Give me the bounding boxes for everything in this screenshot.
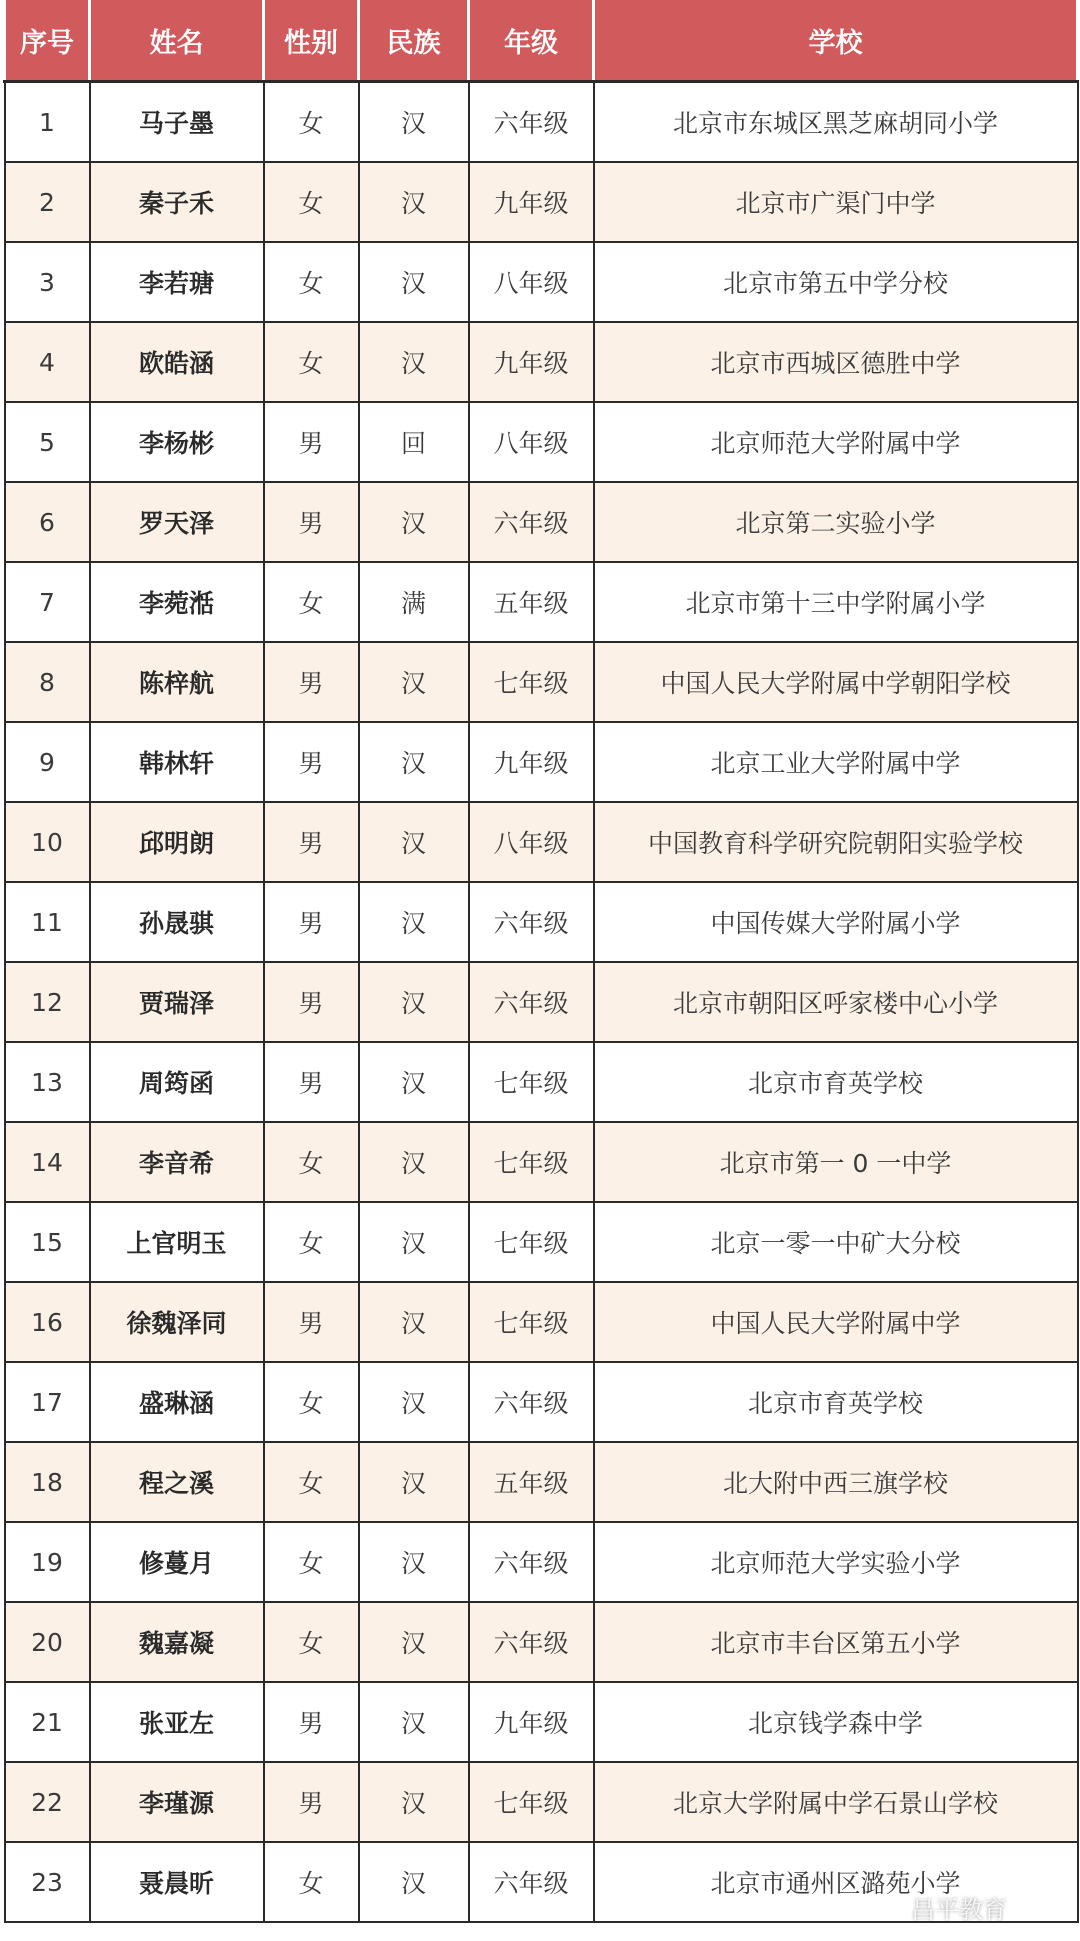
cell-ethnicity: 回 [359, 402, 469, 482]
cell-grade: 六年级 [469, 1522, 594, 1602]
table-header-row [5, 0, 1078, 82]
cell-number: 2 [5, 162, 90, 242]
cell-grade: 六年级 [469, 1602, 594, 1682]
cell-school: 北京市育英学校 [594, 1362, 1078, 1442]
cell-gender: 女 [264, 82, 359, 163]
table-row [5, 1522, 1078, 1602]
cell-number: 13 [5, 1042, 90, 1122]
cell-number: 19 [5, 1522, 90, 1602]
cell-number: 23 [5, 1842, 90, 1922]
cell-number: 7 [5, 562, 90, 642]
table-row [5, 1762, 1078, 1842]
cell-name: 秦子禾 [90, 162, 264, 242]
cell-gender: 女 [264, 1442, 359, 1522]
cell-gender: 女 [264, 1602, 359, 1682]
table-row [5, 402, 1078, 482]
header-name: 姓名 [90, 0, 264, 82]
cell-name: 李杨彬 [90, 402, 264, 482]
table-row [5, 1362, 1078, 1442]
cell-name: 李若瑭 [90, 242, 264, 322]
cell-school: 北京第二实验小学 [594, 482, 1078, 562]
cell-school: 北京市第十三中学附属小学 [594, 562, 1078, 642]
cell-gender: 男 [264, 1682, 359, 1762]
cell-ethnicity: 汉 [359, 482, 469, 562]
cell-school: 中国人民大学附属中学 [594, 1282, 1078, 1362]
cell-number: 9 [5, 722, 90, 802]
cell-ethnicity: 汉 [359, 882, 469, 962]
cell-grade: 五年级 [469, 1442, 594, 1522]
cell-ethnicity: 汉 [359, 802, 469, 882]
cell-school: 北京大学附属中学石景山学校 [594, 1762, 1078, 1842]
cell-number: 11 [5, 882, 90, 962]
table-body [5, 82, 1078, 1923]
table-row [5, 1602, 1078, 1682]
cell-ethnicity: 汉 [359, 962, 469, 1042]
cell-grade: 七年级 [469, 1042, 594, 1122]
cell-name: 陈梓航 [90, 642, 264, 722]
student-table [3, 0, 1079, 1923]
cell-ethnicity: 汉 [359, 82, 469, 163]
cell-school: 北京钱学森中学 [594, 1682, 1078, 1762]
cell-gender: 女 [264, 562, 359, 642]
cell-ethnicity: 汉 [359, 1122, 469, 1202]
cell-number: 4 [5, 322, 90, 402]
cell-ethnicity: 汉 [359, 642, 469, 722]
cell-grade: 六年级 [469, 482, 594, 562]
table-row [5, 722, 1078, 802]
cell-grade: 六年级 [469, 962, 594, 1042]
cell-number: 12 [5, 962, 90, 1042]
cell-school: 北京市朝阳区呼家楼中心小学 [594, 962, 1078, 1042]
cell-name: 张亚左 [90, 1682, 264, 1762]
watermark [875, 1890, 1007, 1925]
header-grade: 年级 [469, 0, 594, 82]
cell-grade: 六年级 [469, 1842, 594, 1922]
table-row [5, 1282, 1078, 1362]
cell-grade: 九年级 [469, 322, 594, 402]
cell-name: 韩林轩 [90, 722, 264, 802]
cell-gender: 男 [264, 642, 359, 722]
cell-grade: 七年级 [469, 1202, 594, 1282]
cell-grade: 八年级 [469, 242, 594, 322]
cell-school: 北京市东城区黑芝麻胡同小学 [594, 82, 1078, 163]
cell-gender: 女 [264, 1362, 359, 1442]
cell-school: 北京市育英学校 [594, 1042, 1078, 1122]
cell-number: 17 [5, 1362, 90, 1442]
cell-ethnicity: 汉 [359, 1202, 469, 1282]
table-row [5, 1682, 1078, 1762]
cell-school: 北京工业大学附属中学 [594, 722, 1078, 802]
cell-school: 北京师范大学实验小学 [594, 1522, 1078, 1602]
cell-grade: 六年级 [469, 1362, 594, 1442]
cell-gender: 男 [264, 1282, 359, 1362]
cell-name: 欧皓涵 [90, 322, 264, 402]
header-number: 序号 [5, 0, 90, 82]
table-row [5, 82, 1078, 163]
cell-number: 5 [5, 402, 90, 482]
cell-number: 16 [5, 1282, 90, 1362]
table-row [5, 642, 1078, 722]
header-ethnicity: 民族 [359, 0, 469, 82]
table-row [5, 1122, 1078, 1202]
cell-ethnicity: 汉 [359, 1282, 469, 1362]
cell-grade: 七年级 [469, 642, 594, 722]
table-row [5, 1202, 1078, 1282]
cell-name: 魏嘉凝 [90, 1602, 264, 1682]
cell-name: 马子墨 [90, 82, 264, 163]
cell-ethnicity: 满 [359, 562, 469, 642]
table-row [5, 882, 1078, 962]
cell-grade: 九年级 [469, 1682, 594, 1762]
cell-gender: 女 [264, 1122, 359, 1202]
table-row [5, 322, 1078, 402]
cell-name: 贾瑞泽 [90, 962, 264, 1042]
cell-school: 北京市第一 0 一中学 [594, 1122, 1078, 1202]
table-row [5, 242, 1078, 322]
cell-number: 3 [5, 242, 90, 322]
cell-ethnicity: 汉 [359, 1842, 469, 1922]
cell-ethnicity: 汉 [359, 722, 469, 802]
cell-gender: 男 [264, 1042, 359, 1122]
table-row [5, 802, 1078, 882]
cell-ethnicity: 汉 [359, 1042, 469, 1122]
cell-number: 1 [5, 82, 90, 163]
cell-school: 中国人民大学附属中学朝阳学校 [594, 642, 1078, 722]
cell-gender: 女 [264, 322, 359, 402]
cell-name: 孙晟骐 [90, 882, 264, 962]
wechat-icon [875, 1893, 905, 1923]
student-list-sheet [3, 0, 1076, 1923]
cell-grade: 七年级 [469, 1282, 594, 1362]
cell-grade: 六年级 [469, 882, 594, 962]
cell-number: 6 [5, 482, 90, 562]
cell-number: 22 [5, 1762, 90, 1842]
cell-name: 修蔓月 [90, 1522, 264, 1602]
watermark-text: 昌平教育 [911, 1896, 1007, 1924]
cell-number: 15 [5, 1202, 90, 1282]
cell-name: 周筠函 [90, 1042, 264, 1122]
cell-name: 上官明玉 [90, 1202, 264, 1282]
cell-name: 罗天泽 [90, 482, 264, 562]
cell-number: 20 [5, 1602, 90, 1682]
cell-name: 聂晨昕 [90, 1842, 264, 1922]
cell-school: 北京市广渠门中学 [594, 162, 1078, 242]
cell-ethnicity: 汉 [359, 1682, 469, 1762]
cell-ethnicity: 汉 [359, 322, 469, 402]
cell-gender: 男 [264, 962, 359, 1042]
cell-name: 盛琳涵 [90, 1362, 264, 1442]
cell-name: 李音希 [90, 1122, 264, 1202]
cell-ethnicity: 汉 [359, 1522, 469, 1602]
cell-number: 10 [5, 802, 90, 882]
cell-ethnicity: 汉 [359, 162, 469, 242]
cell-gender: 男 [264, 722, 359, 802]
cell-school: 中国传媒大学附属小学 [594, 882, 1078, 962]
cell-ethnicity: 汉 [359, 1602, 469, 1682]
cell-school: 北京师范大学附属中学 [594, 402, 1078, 482]
cell-gender: 女 [264, 242, 359, 322]
header-gender: 性别 [264, 0, 359, 82]
cell-gender: 女 [264, 1842, 359, 1922]
table-row [5, 162, 1078, 242]
table-row [5, 482, 1078, 562]
cell-ethnicity: 汉 [359, 1362, 469, 1442]
cell-school: 北京市丰台区第五小学 [594, 1602, 1078, 1682]
cell-school: 北京市通州区潞苑小学 [594, 1842, 1078, 1922]
cell-gender: 女 [264, 162, 359, 242]
cell-ethnicity: 汉 [359, 1442, 469, 1522]
cell-school: 北京市西城区德胜中学 [594, 322, 1078, 402]
table-row [5, 1042, 1078, 1122]
cell-grade: 七年级 [469, 1122, 594, 1202]
table-row [5, 962, 1078, 1042]
cell-grade: 八年级 [469, 802, 594, 882]
cell-name: 徐魏泽同 [90, 1282, 264, 1362]
cell-name: 李瑾源 [90, 1762, 264, 1842]
cell-grade: 七年级 [469, 1762, 594, 1842]
cell-ethnicity: 汉 [359, 1762, 469, 1842]
cell-number: 8 [5, 642, 90, 722]
cell-grade: 五年级 [469, 562, 594, 642]
cell-ethnicity: 汉 [359, 242, 469, 322]
cell-name: 程之溪 [90, 1442, 264, 1522]
cell-gender: 男 [264, 802, 359, 882]
table-row [5, 562, 1078, 642]
cell-grade: 八年级 [469, 402, 594, 482]
cell-gender: 男 [264, 882, 359, 962]
cell-school: 北京一零一中矿大分校 [594, 1202, 1078, 1282]
cell-grade: 九年级 [469, 162, 594, 242]
table-row [5, 1442, 1078, 1522]
header-school: 学校 [594, 0, 1078, 82]
cell-gender: 男 [264, 1762, 359, 1842]
cell-grade: 六年级 [469, 82, 594, 163]
cell-gender: 男 [264, 482, 359, 562]
cell-number: 21 [5, 1682, 90, 1762]
cell-school: 北大附中西三旗学校 [594, 1442, 1078, 1522]
cell-number: 14 [5, 1122, 90, 1202]
cell-school: 北京市第五中学分校 [594, 242, 1078, 322]
cell-grade: 九年级 [469, 722, 594, 802]
cell-school: 中国教育科学研究院朝阳实验学校 [594, 802, 1078, 882]
cell-name: 李菀湉 [90, 562, 264, 642]
cell-name: 邱明朗 [90, 802, 264, 882]
cell-number: 18 [5, 1442, 90, 1522]
cell-gender: 男 [264, 402, 359, 482]
cell-gender: 女 [264, 1202, 359, 1282]
cell-gender: 女 [264, 1522, 359, 1602]
